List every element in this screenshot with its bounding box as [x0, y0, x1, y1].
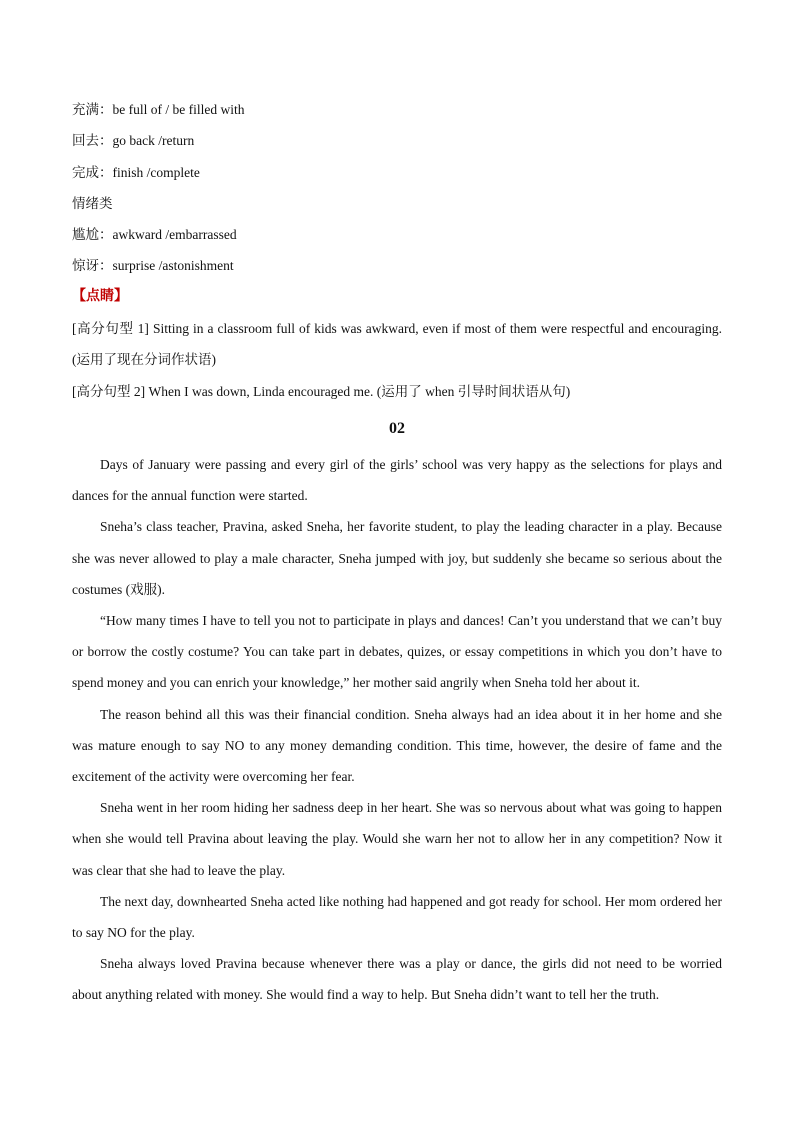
pattern-tag: [高分句型 1]	[72, 321, 149, 336]
vocab-line-go-back	[72, 132, 194, 150]
vocab-line-finish	[72, 164, 200, 182]
pattern-note: (运用了 when 引导时间状语从句)	[373, 384, 571, 399]
vocab-category-emotion	[72, 195, 113, 213]
pattern-tag: [高分句型 2]	[72, 384, 146, 399]
sentence-pattern-1	[72, 313, 722, 375]
vocab-term: 尴尬：	[72, 227, 113, 242]
sentence-pattern-2	[72, 376, 722, 407]
story-paragraph: “How many times I have to tell you not to participate in plays and dances! Can’t you understand that we can’t buy or borrow the costly costume? You can take part in debates, quizes, or essay competitions in which you don’t have to spend money and you can enrich your knowledge,” her mother said angrily when Sneha told her about it.	[72, 613, 722, 691]
pattern-sentence: When I was down, Linda encouraged me.	[145, 384, 374, 399]
pattern-sentence: Sitting in a classroom full of kids was awkward, even if most of them were respectful and encouraging.	[148, 321, 722, 336]
story-text	[72, 449, 722, 1011]
vocab-english: be full of / be filled with	[112, 102, 245, 117]
vocab-term: 惊讶：	[72, 258, 113, 273]
story-paragraph: The reason behind all this was their financial condition. Sneha always had an idea about it in her home and she was mature enough to say NO to any money demanding condition. This time, however, the desire of fame and the excitement of the activity were overcoming her fear.	[72, 706, 722, 785]
story-paragraph: The next day, downhearted Sneha acted like nothing had happened and got ready for school. Her mom ordered her to say NO for the play.	[72, 893, 722, 941]
vocab-english: awkward /embarrassed	[112, 227, 237, 242]
vocab-line-fill	[72, 101, 244, 119]
vocab-english: go back /return	[112, 133, 195, 148]
highlight-label: 【点睛】	[72, 289, 128, 304]
vocab-line-surprise	[72, 257, 234, 275]
story-paragraph: Sneha’s class teacher, Pravina, asked Sneha, her favorite student, to play the leading character in a play. Because she was never allowed to play a male character, Sneha jumped with joy, but suddenly she became so serious about the costumes (戏服).	[72, 519, 722, 597]
vocab-line-awkward	[72, 226, 237, 244]
vocab-english: finish /complete	[112, 165, 200, 180]
story-paragraph: Days of January were passing and every girl of the girls’ school was very happy as the selections for plays and dances for the annual function were started.	[72, 457, 722, 504]
section-number: 02	[389, 420, 405, 437]
vocab-english: surprise /astonishment	[112, 258, 234, 273]
story-paragraph: Sneha always loved Pravina because whenever there was a play or dance, the girls did not need to be worried about anything related with money. She would find a way to help. But Sneha didn’t want to tell her the truth.	[72, 956, 722, 1003]
vocab-term: 回去：	[72, 133, 113, 148]
vocab-term: 完成：	[72, 165, 113, 180]
vocab-term: 充满：	[72, 102, 113, 117]
pattern-note: (运用了现在分词作状语)	[72, 352, 216, 367]
story-paragraph: Sneha went in her room hiding her sadness deep in her heart. She was so nervous about what was going to happen when she would tell Pravina about leaving the play. Would she warn her not to allow her in any competition? Now it was clear that she had to leave the play.	[72, 800, 722, 878]
vocab-term: 情绪类	[72, 196, 113, 211]
